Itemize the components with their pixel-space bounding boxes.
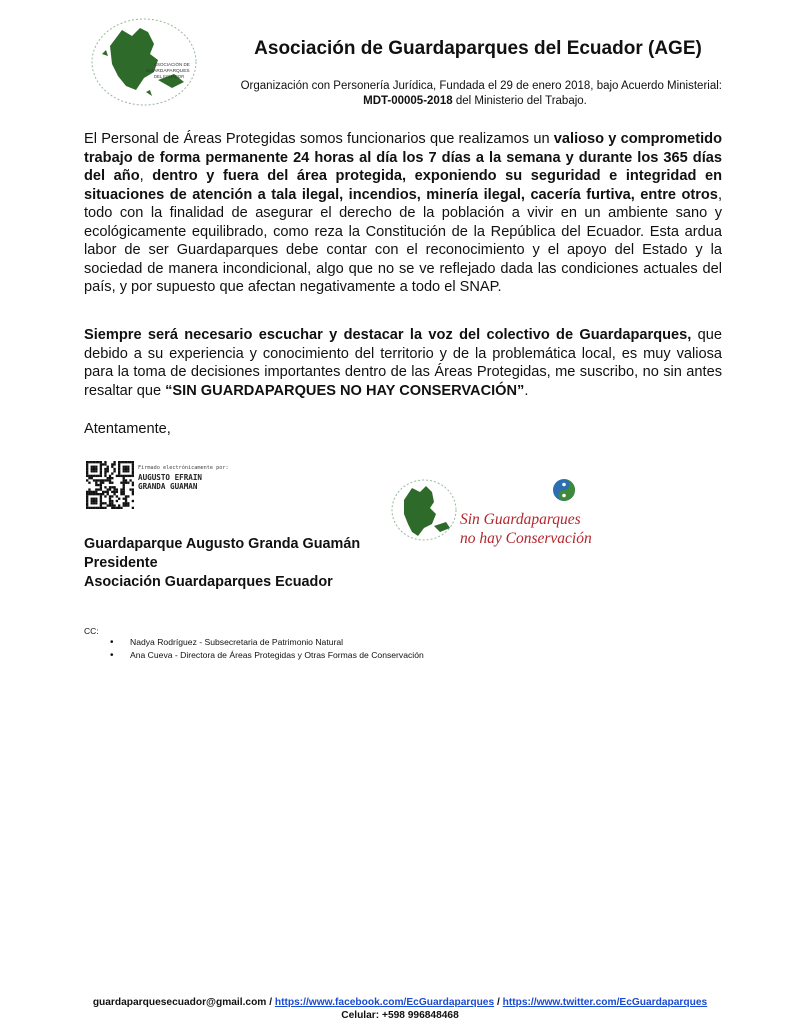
campaign-badge — [388, 470, 600, 556]
p1-run: valioso y comprometido trabajo de forma permanente 24 horas al día los 7 días a la semana y durante los 365 días del año — [84, 131, 722, 184]
logo-text-2: GUARDAPARQUES — [146, 69, 190, 74]
p1-run: dentro y fuera del área protegida, exponiendo su seguridad e integridad en situaciones de atención a tala ilegal, incendios, minería ilegal, cacería furtiva, entre otros — [84, 168, 722, 203]
cc-item: • Ana Cueva - Directora de Áreas Protegidas y Otras Formas de Conservación — [110, 649, 424, 662]
org-info-rest: del Ministerio del Trabajo. — [452, 95, 587, 107]
signer-name-line2: GRANDA GUAMAN — [138, 482, 198, 491]
p2-run: “SIN GUARDAPARQUES NO HAY CONSERVACIÓN” — [165, 382, 525, 399]
paragraph-1 — [84, 130, 722, 297]
facebook-link[interactable]: https://www.facebook.com/EcGuardaparques — [274, 997, 495, 1008]
signature-qr-code — [86, 461, 134, 509]
signer-block — [84, 535, 360, 592]
footer-phone: Celular: +598 996848468 — [341, 1010, 459, 1021]
acuerdo-number: MDT-00005-2018 — [363, 95, 453, 107]
footer-separator: / — [494, 997, 503, 1008]
twitter-link[interactable]: https://www.twitter.com/EcGuardaparques — [502, 997, 708, 1008]
signer-org: Asociación Guardaparques Ecuador — [84, 574, 333, 590]
cc-label: CC: — [84, 626, 99, 636]
cc-item: • Nadya Rodríguez - Subsecretaria de Patrimonio Natural — [110, 636, 424, 649]
ecuador-map-logo-icon — [88, 16, 200, 108]
logo-text-3: DEL ECUADOR — [154, 74, 185, 79]
footer-email: guardaparquesecuador@gmail.com — [92, 997, 267, 1008]
signer-name: Guardaparque Augusto Granda Guamán — [84, 536, 361, 552]
p1-run: , — [139, 168, 153, 184]
p1-run: , todo con la finalidad de asegurar el derecho de la población a vivir en un ambiente sano y ecológicamente equilibrado, como reza la Constitución de la República del Ecuador. Esta ardua labor de ser Guardaparques debe contar con el reconocimiento y el apoyo del Estado y la sociedad de manera incondicional, algo que no se ve reflejado dada las condiciones actuales del país, y por supuesto que afectan negativamente a todo el SNAP. — [84, 186, 722, 295]
p2-run: que debido a su experiencia y conocimiento del territorio y de la problemática local, es muy valiosa para la toma de decisiones importantes dentro de las Áreas Protegidas, me suscribo, no sin antes resaltar que — [84, 327, 722, 399]
p2-run: . — [524, 382, 529, 399]
age-logo — [88, 16, 200, 108]
small-map-logo-icon — [392, 480, 456, 540]
badge-line1: Sin Guardaparques — [460, 511, 581, 528]
p1-run: El Personal de Áreas Protegidas somos funcionarios que realizamos un — [84, 131, 554, 147]
org-info-line2 — [230, 95, 720, 107]
electronic-signature — [138, 464, 229, 491]
qr-code-icon — [86, 461, 134, 509]
badge-line2: no hay Conservación — [460, 530, 592, 547]
signer-name-line1: AUGUSTO EFRAIN — [138, 473, 203, 482]
org-info-line1: Organización con Personería Jurídica, Fundada el 29 de enero 2018, bajo Acuerdo Ministerial: — [240, 80, 722, 92]
signed-by-label: Firmado electrónicamente por: — [138, 465, 229, 471]
closing-greeting: Atentamente, — [84, 421, 171, 437]
p2-run: Siempre será necesario escuchar y destacar la voz del colectivo de Guardaparques, — [84, 327, 692, 343]
footer-contacts — [60, 997, 740, 1008]
cc-list — [110, 636, 424, 662]
logo-text-1: ASOCIACIÓN DE — [154, 62, 190, 67]
paragraph-2 — [84, 326, 722, 400]
signer-role: Presidente — [84, 555, 158, 571]
footer-separator: / — [266, 997, 275, 1008]
page-title: Asociación de Guardaparques del Ecuador (AGE) — [254, 38, 702, 59]
yin-yang-icon — [553, 479, 575, 501]
